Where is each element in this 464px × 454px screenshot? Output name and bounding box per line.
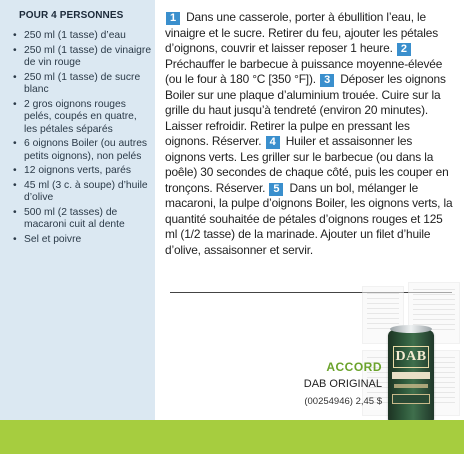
step-text: Huiler et assaisonner les oignons verts. Les griller sur le barbecue (ou dans la poêle) 30 secondes de chaque côté, puis les couper en tronçons. Réserver. <box>165 134 449 195</box>
can-lid <box>390 325 432 333</box>
ingredient-item: • 250 ml (1 tasse) de vinaigre de vin rouge <box>12 45 152 70</box>
can-logo: DAB <box>393 346 429 368</box>
step-text: Préchauffer le barbecue à puissance moyenne-élevée (ou le four à 180 °C [350 °F]). <box>165 56 443 86</box>
step-number-badge: 2 <box>397 43 411 56</box>
step-text: Déposer les oignons Boiler sur une plaque d’aluminium trouée. Cuire sur la grille du haut jusqu’à tendreté (environ 20 minutes). Laisser refroidir. Retirer la pulpe en pressant les oignons. Réserver. <box>165 72 446 148</box>
ingredient-item: • Sel et poivre <box>12 234 152 247</box>
ingredients-panel <box>0 0 155 420</box>
ingredient-item: • 250 ml (1 tasse) de sucre blanc <box>12 72 152 97</box>
can-label-stripe <box>394 384 428 388</box>
ingredient-item: • 250 ml (1 tasse) d’eau <box>12 30 152 43</box>
ingredient-item: • 500 ml (2 tasses) de macaroni cuit al dente <box>12 207 152 232</box>
ingredient-item: • 2 gros oignons rouges pelés, coupés en quatre, les pétales séparés <box>12 99 152 137</box>
ingredient-item: • 6 oignons Boiler (ou autres petits oignons), non pelés <box>12 138 152 163</box>
pairing-code-price: (00254946) 2,45 $ <box>304 396 382 407</box>
step-number-badge: 4 <box>266 136 280 149</box>
footer-band <box>0 420 464 454</box>
pairing-heading: ACCORD <box>326 360 382 374</box>
servings-heading: POUR 4 PERSONNES <box>19 10 124 21</box>
step-text: Dans une casserole, porter à ébullition l’eau, le vinaigre et le sucre. Retirer du feu, ajouter les pétales d’oignons, couvrir et laisser reposer 1 heure. <box>165 10 439 55</box>
can-label-band <box>392 372 430 379</box>
step-number-badge: 5 <box>269 183 283 196</box>
can-lower-label <box>392 394 430 404</box>
step-number-badge: 1 <box>166 12 180 25</box>
step-number-badge: 3 <box>320 74 334 87</box>
pairing-product-name: DAB ORIGINAL <box>303 378 382 390</box>
beer-can-image <box>388 330 434 422</box>
instructions-text <box>165 10 455 258</box>
ingredient-item: • 12 oignons verts, parés <box>12 165 152 178</box>
step-text: Dans un bol, mélanger le macaroni, la pulpe d’oignons Boiler, les oignons verts, la quantité souhaitée de pétales d’oignons rouges et 125 ml (1/2 tasse) de la marinade. Ajouter un filet d’huile d’olive, assaisonner et servir. <box>165 180 453 257</box>
ingredient-item: • 45 ml (3 c. à soupe) d’huile d’olive <box>12 180 152 205</box>
ingredients-list <box>12 30 152 248</box>
